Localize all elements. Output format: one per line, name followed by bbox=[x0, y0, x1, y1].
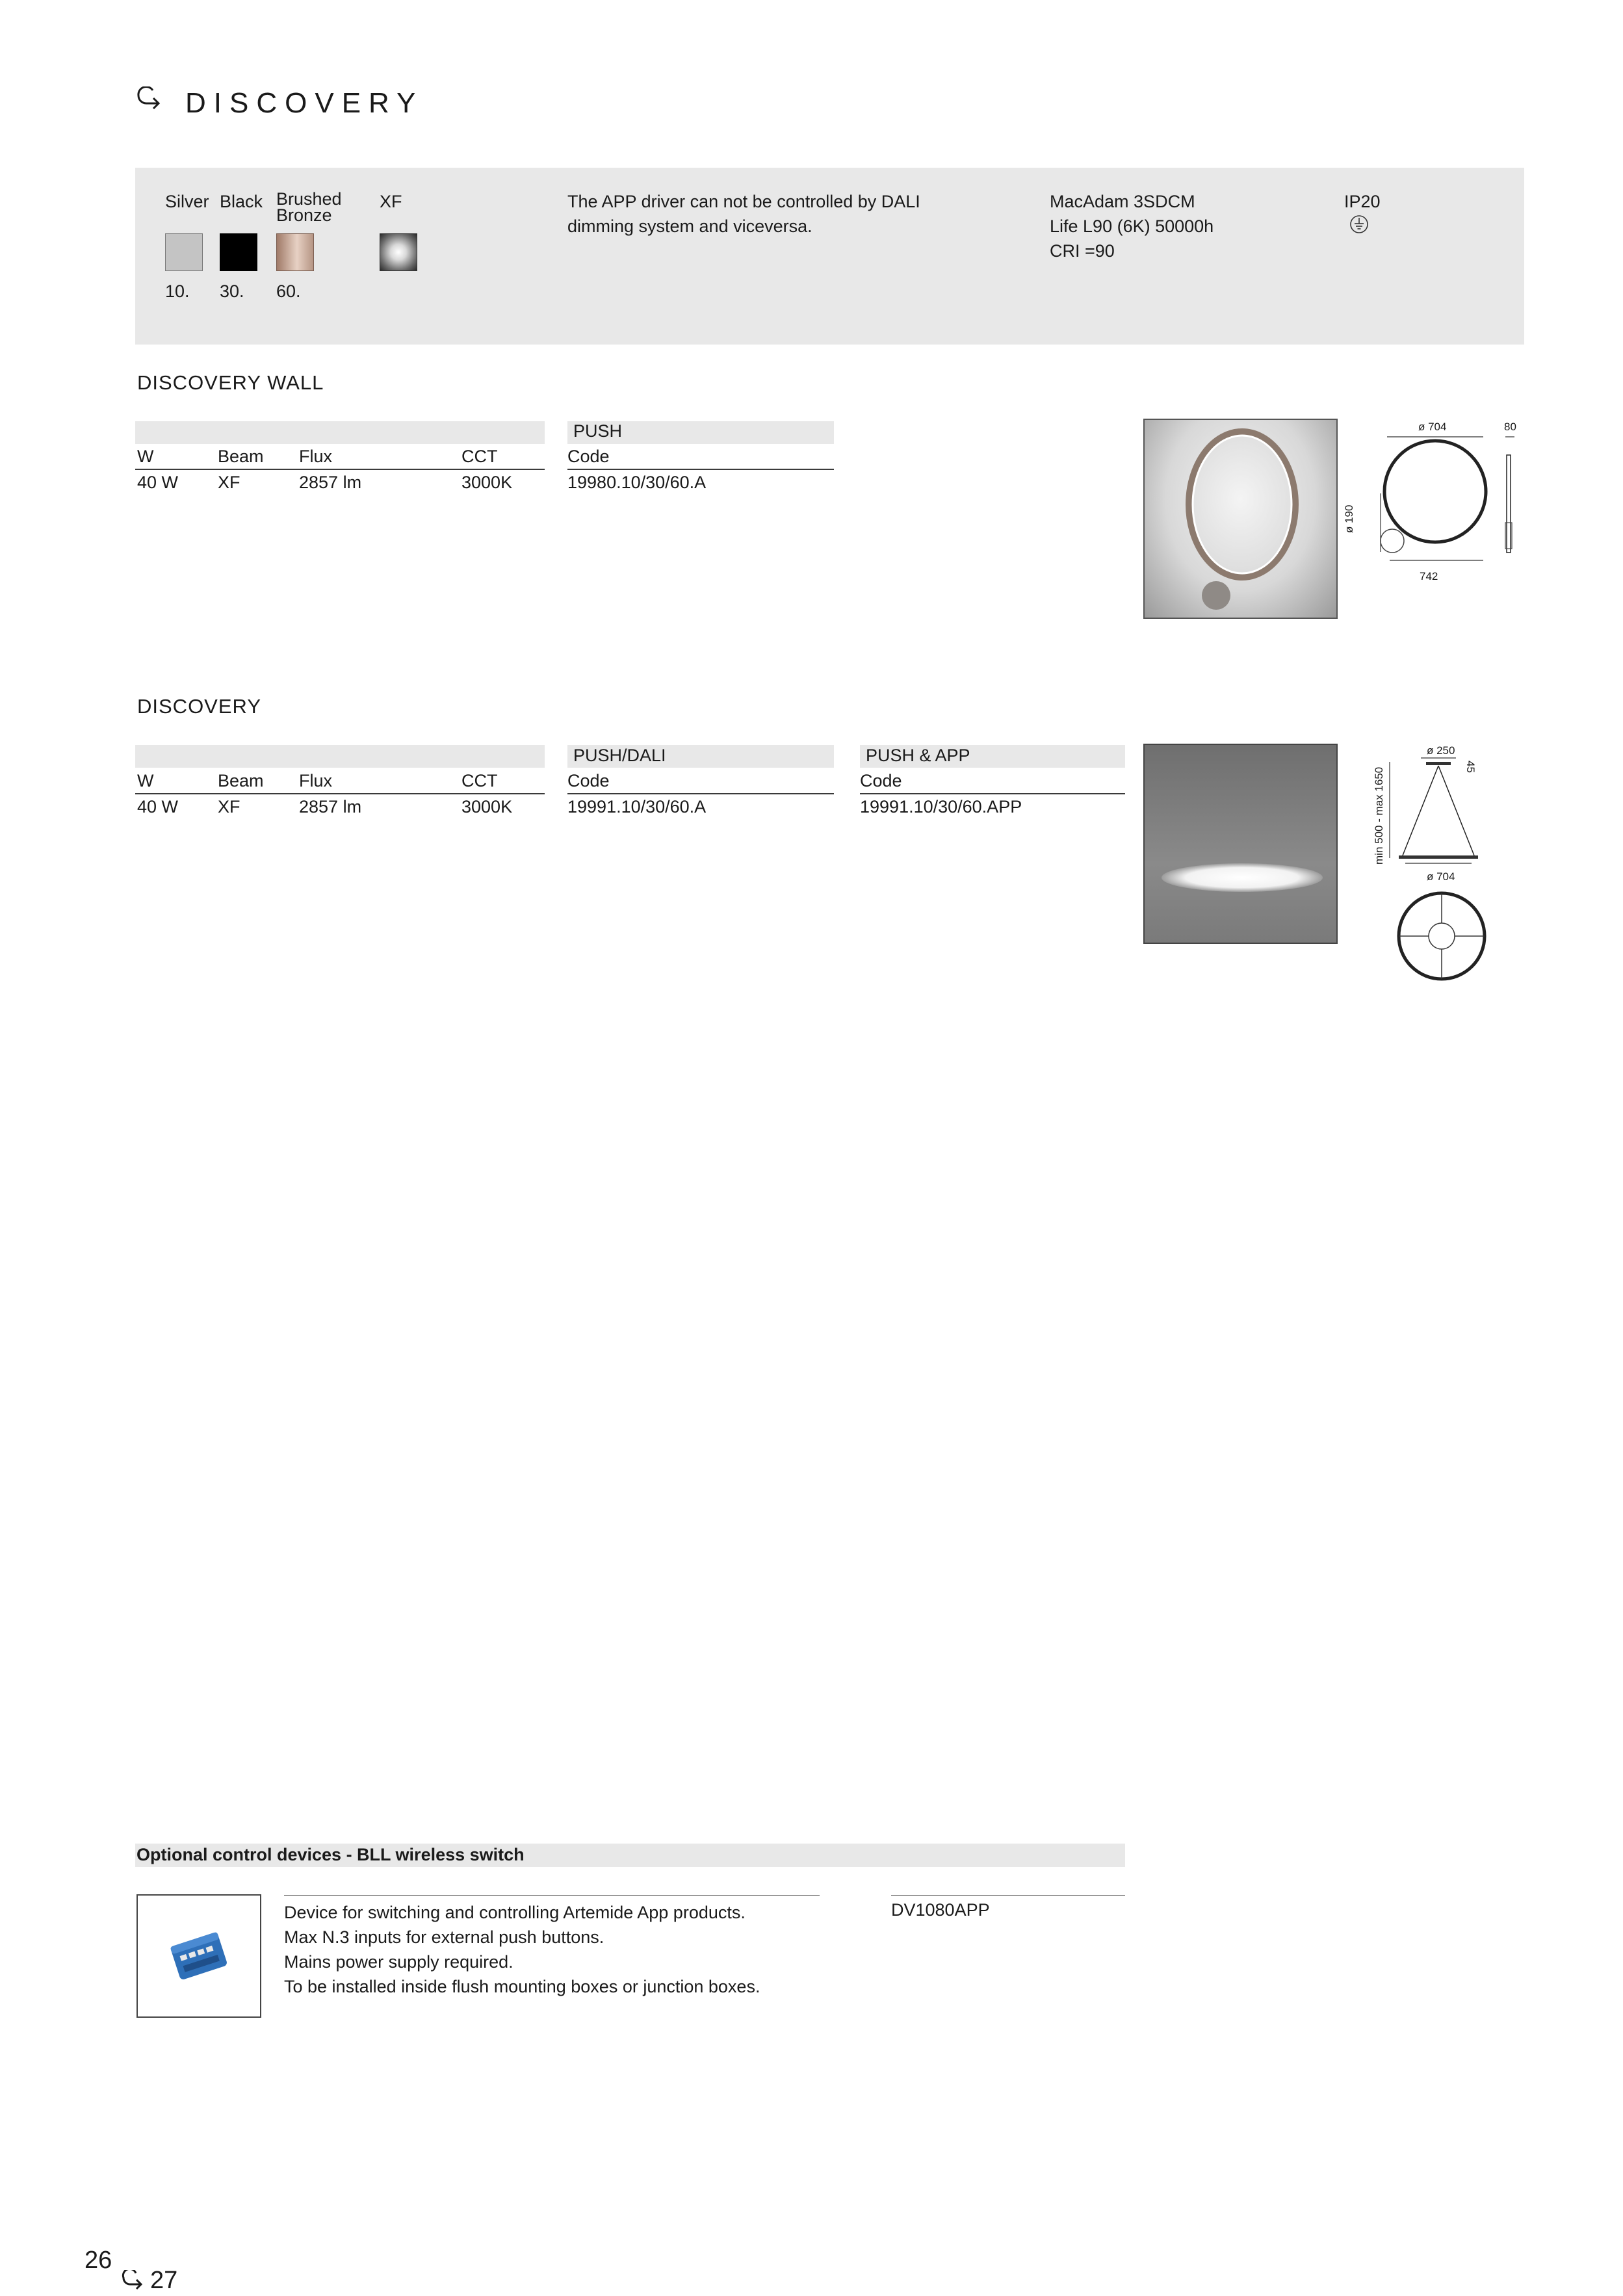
dimension-drawing-pendant bbox=[1339, 744, 1527, 991]
col-header-beam: Beam bbox=[218, 771, 264, 790]
version-type-push: PUSH bbox=[573, 421, 623, 441]
finish-code-bronze: 60. bbox=[276, 281, 301, 301]
spec-cri: CRI =90 bbox=[1050, 241, 1115, 261]
col-header-code: Code bbox=[567, 447, 610, 466]
col-header-w: W bbox=[137, 447, 154, 466]
cell-flux: 2857 lm bbox=[299, 797, 362, 816]
col-header-cct: CCT bbox=[461, 771, 498, 790]
dim-pendant-canopy: ø 250 bbox=[1427, 744, 1455, 757]
spec-header-bar bbox=[135, 421, 545, 444]
dim-pendant-canopy-height: 45 bbox=[1464, 761, 1477, 773]
col-header-code: Code bbox=[567, 771, 610, 790]
version-type-push-app: PUSH & APP bbox=[866, 746, 970, 765]
header-rule bbox=[567, 469, 834, 470]
device-description-line4: To be installed inside flush mounting boxes or junction boxes. bbox=[284, 1977, 760, 1996]
swatch-xf bbox=[380, 233, 417, 271]
finish-code-black: 30. bbox=[220, 281, 244, 301]
section-title-wall: DISCOVERY WALL bbox=[137, 371, 324, 394]
finish-code-silver: 10. bbox=[165, 281, 190, 301]
dim-wall-depth: 80 bbox=[1504, 421, 1516, 433]
cell-cct: 3000K bbox=[461, 473, 513, 492]
device-description-line3: Mains power supply required. bbox=[284, 1952, 513, 1972]
cell-beam: XF bbox=[218, 797, 240, 816]
finish-label-bronze-line1: Brushed bbox=[276, 189, 342, 209]
cell-w: 40 W bbox=[137, 797, 179, 816]
dim-pendant-diameter: ø 704 bbox=[1427, 870, 1455, 883]
header-rule bbox=[567, 793, 834, 794]
device-description-line2: Max N.3 inputs for external push buttons. bbox=[284, 1927, 604, 1947]
dim-wall-width: 742 bbox=[1420, 570, 1438, 582]
col-header-flux: Flux bbox=[299, 447, 333, 466]
version-type-push-dali: PUSH/DALI bbox=[573, 746, 666, 765]
dim-wall-base: ø 190 bbox=[1343, 504, 1355, 533]
header-rule bbox=[135, 469, 545, 470]
optional-title: Optional control devices - BLL wireless switch bbox=[136, 1845, 525, 1864]
return-arrow-icon bbox=[119, 2270, 145, 2293]
finish-label-bronze-line2: Bronze bbox=[276, 205, 332, 225]
product-photo-pendant bbox=[1143, 744, 1338, 944]
device-description-line1: Device for switching and controlling Artemide App products. bbox=[284, 1903, 746, 1922]
page-title: DISCOVERY bbox=[185, 87, 424, 119]
earth-symbol-icon bbox=[1349, 215, 1369, 234]
dimension-drawing-wall bbox=[1339, 419, 1527, 588]
product-photo-wall bbox=[1143, 419, 1338, 619]
section-title-pendant: DISCOVERY bbox=[137, 695, 262, 718]
col-header-beam: Beam bbox=[218, 447, 264, 466]
device-photo bbox=[136, 1894, 261, 2018]
dim-wall-diameter: ø 704 bbox=[1418, 421, 1447, 433]
dim-pendant-height: min 500 - max 1650 bbox=[1373, 766, 1385, 865]
cell-code: 19980.10/30/60.A bbox=[567, 473, 707, 492]
cell-cct: 3000K bbox=[461, 797, 513, 816]
swatch-silver bbox=[165, 233, 203, 271]
ip-rating: IP20 bbox=[1344, 192, 1381, 211]
cell-code: 19991.10/30/60.A bbox=[567, 797, 707, 816]
finish-label-bronze bbox=[276, 191, 342, 224]
description-rule bbox=[284, 1895, 820, 1896]
finish-label-black: Black bbox=[220, 192, 263, 211]
driver-note-line1: The APP driver can not be controlled by DALI bbox=[567, 192, 920, 211]
page-number-right: 27 bbox=[150, 2267, 178, 2294]
cell-w: 40 W bbox=[137, 473, 179, 492]
col-header-code: Code bbox=[860, 771, 902, 790]
driver-note-line2: dimming system and viceversa. bbox=[567, 216, 812, 236]
col-header-w: W bbox=[137, 771, 154, 790]
swatch-brushed-bronze bbox=[276, 233, 314, 271]
return-arrow-icon bbox=[133, 86, 162, 112]
spec-header-bar bbox=[135, 745, 545, 768]
device-code: DV1080APP bbox=[891, 1900, 990, 1920]
optic-label: XF bbox=[380, 192, 402, 211]
finish-label-silver: Silver bbox=[165, 192, 209, 211]
col-header-cct: CCT bbox=[461, 447, 498, 466]
page-number-left: 26 bbox=[84, 2247, 112, 2274]
swatch-black bbox=[220, 233, 257, 271]
cell-beam: XF bbox=[218, 473, 240, 492]
spec-life: Life L90 (6K) 50000h bbox=[1050, 216, 1214, 236]
header-rule bbox=[135, 793, 545, 794]
header-rule bbox=[860, 793, 1125, 794]
col-header-flux: Flux bbox=[299, 771, 333, 790]
code-rule bbox=[891, 1895, 1125, 1896]
cell-code: 19991.10/30/60.APP bbox=[860, 797, 1022, 816]
spec-macadam: MacAdam 3SDCM bbox=[1050, 192, 1195, 211]
cell-flux: 2857 lm bbox=[299, 473, 362, 492]
